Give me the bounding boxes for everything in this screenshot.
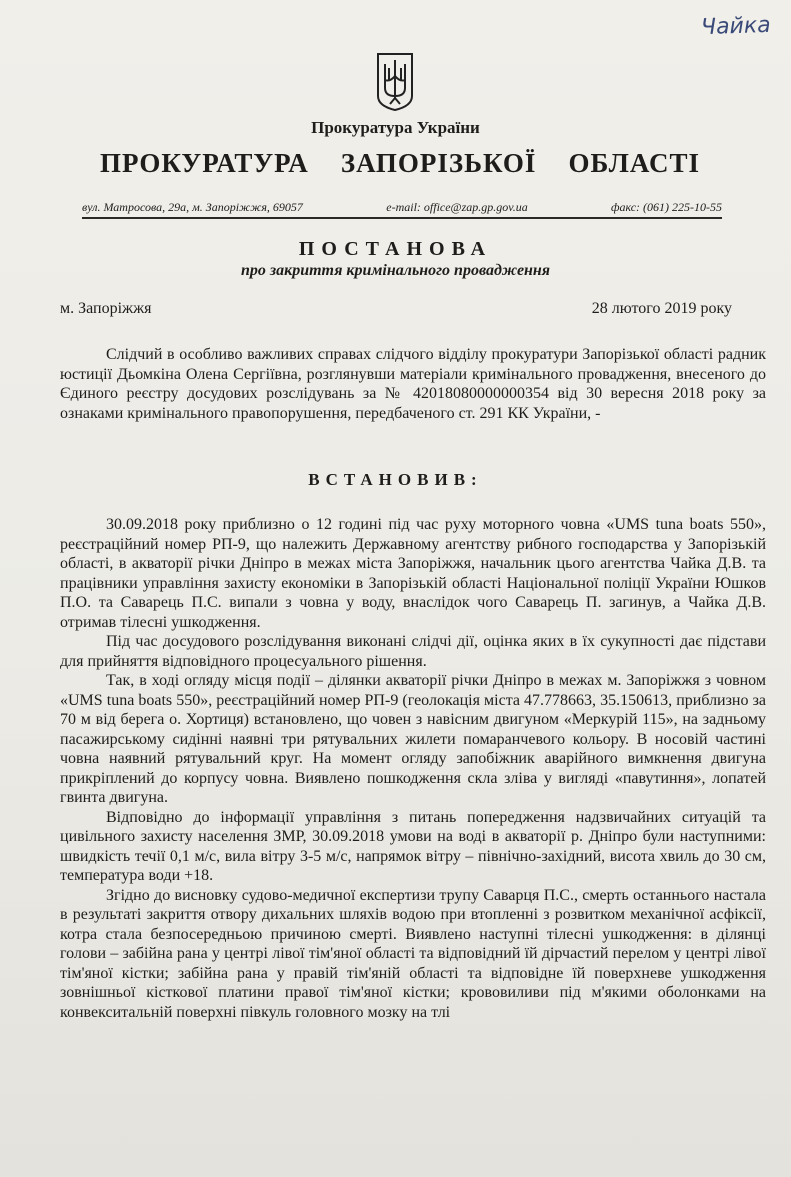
section-heading: ВСТАНОВИВ:: [308, 470, 483, 489]
date: 28 лютого 2019 року: [591, 300, 732, 317]
facts-section: [60, 515, 766, 1022]
paragraph: Під час досудового розслідування виконані слідчі дії, оцінка яких в їх сукупності дає підстави для прийняття відповідного процесуального рішення.: [60, 633, 766, 670]
paragraph: Згідно до висновку судово-медичної експертизи трупу Саварця П.С., смерть останнього настала в результаті закриття отвору дихальних шляхів водою при втопленні з розвитком механічної асфіксії, котра стала безпосередньою причиною смерті. Виявлено наступні тілесні ушкодження: в ділянці голови – забійна рана у центрі лівої тім'яної області та відповідний їй дірчастий перелом у центрі лівої тім'яної кістки; забійна рана у правій тім'яній області та відповідне їй поверхневе ушкодження зовнішньої кісткової платини правої тім'яної кістки; крововиливи під м'якими оболонками на конвекситальній поверхні півкуль головного мозку на тлі: [60, 886, 766, 1021]
paragraph: Так, в ході огляду місця події – ділянки акваторії річки Дніпро в межах м. Запоріжжя з човном «UMS tuna boats 550», реєстраційний номер РП-9 (геолокація міста 47.778663, 35.150613, приблизно за 70 м від берега о. Хортиця) встановлено, що човен з навісним двигуном «Меркурій 115», на задньому пасажирському сидінні наявні три рятувальних жилети помаранчевого кольору. В носовій частині човна наявний рятувальний круг. На момент огляду запобіжник аварійного вимкнення двигуна прикріплений до корпусу човна. Виявлено пошкодження скла зліва у вигляді «павутиння», лопатей гвинта двигуна.: [60, 672, 766, 806]
document-subtitle: про закриття кримінального провадження: [240, 262, 551, 279]
email: e-mail: office@zap.gp.gov.ua: [386, 200, 528, 214]
organization-subtitle: Прокуратура України: [311, 118, 480, 137]
trident-emblem-icon: [376, 52, 414, 112]
org-title-word: ОБЛАСТІ: [568, 148, 700, 178]
intro-paragraph: Слідчий в особливо важливих справах слідчого відділу прокуратури Запорізької області радник юстиції Дьомкіна Олена Сергіївна, розглянувши матеріали кримінального провадження, внесеного до Єдиного реєстру досудових розслідувань за № 42018080000000354 від 30 вересня 2018 року за ознаками кримінального правопорушення, передбаченого ст. 291 КК України, -: [60, 346, 766, 422]
document-title: ПОСТАНОВА: [298, 238, 493, 260]
paragraph: Відповідно до інформації управління з питань попередження надзвичайних ситуацій та цивільного захисту населення ЗМР, 30.09.2018 умови на воді в акваторії р. Дніпро були наступними: швидкість течії 0,1 м/с, вила вітру 3-5 м/с, напрямок вітру – північно-західний, висота хвиль до 30 см, температура води +18.: [60, 808, 766, 884]
fax: факс: (061) 225-10-55: [611, 200, 722, 214]
city: м. Запоріжжя: [60, 300, 152, 317]
handwritten-note: Чайка: [700, 12, 772, 41]
org-title-word: ЗАПОРІЗЬКОЇ: [340, 148, 537, 178]
organization-title: [100, 148, 700, 179]
intro-section: [60, 345, 766, 423]
address: вул. Матросова, 29а, м. Запоріжжя, 69057: [82, 200, 303, 214]
contact-line: [82, 200, 722, 219]
org-title-word: ПРОКУРАТУРА: [100, 148, 309, 178]
place-and-date: [60, 300, 732, 318]
paragraph: 30.09.2018 року приблизно о 12 годині під час руху моторного човна «UMS tuna boats 550», реєстраційний номер РП-9, що належить Державному агентству рибного господарства у Запорізькій області, в акваторії річки Дніпро в межах міста Запоріжжя, начальник цього агентства Чайка Д.В. та працівники управління захисту економіки в Запорізькій області Національної поліції України Юшков П.О. та Саварець П.С. випали з човна у воду, внаслідок чого Саварець П. загинув, а Чайка Д.В. отримав тілесні ушкодження.: [60, 516, 766, 631]
